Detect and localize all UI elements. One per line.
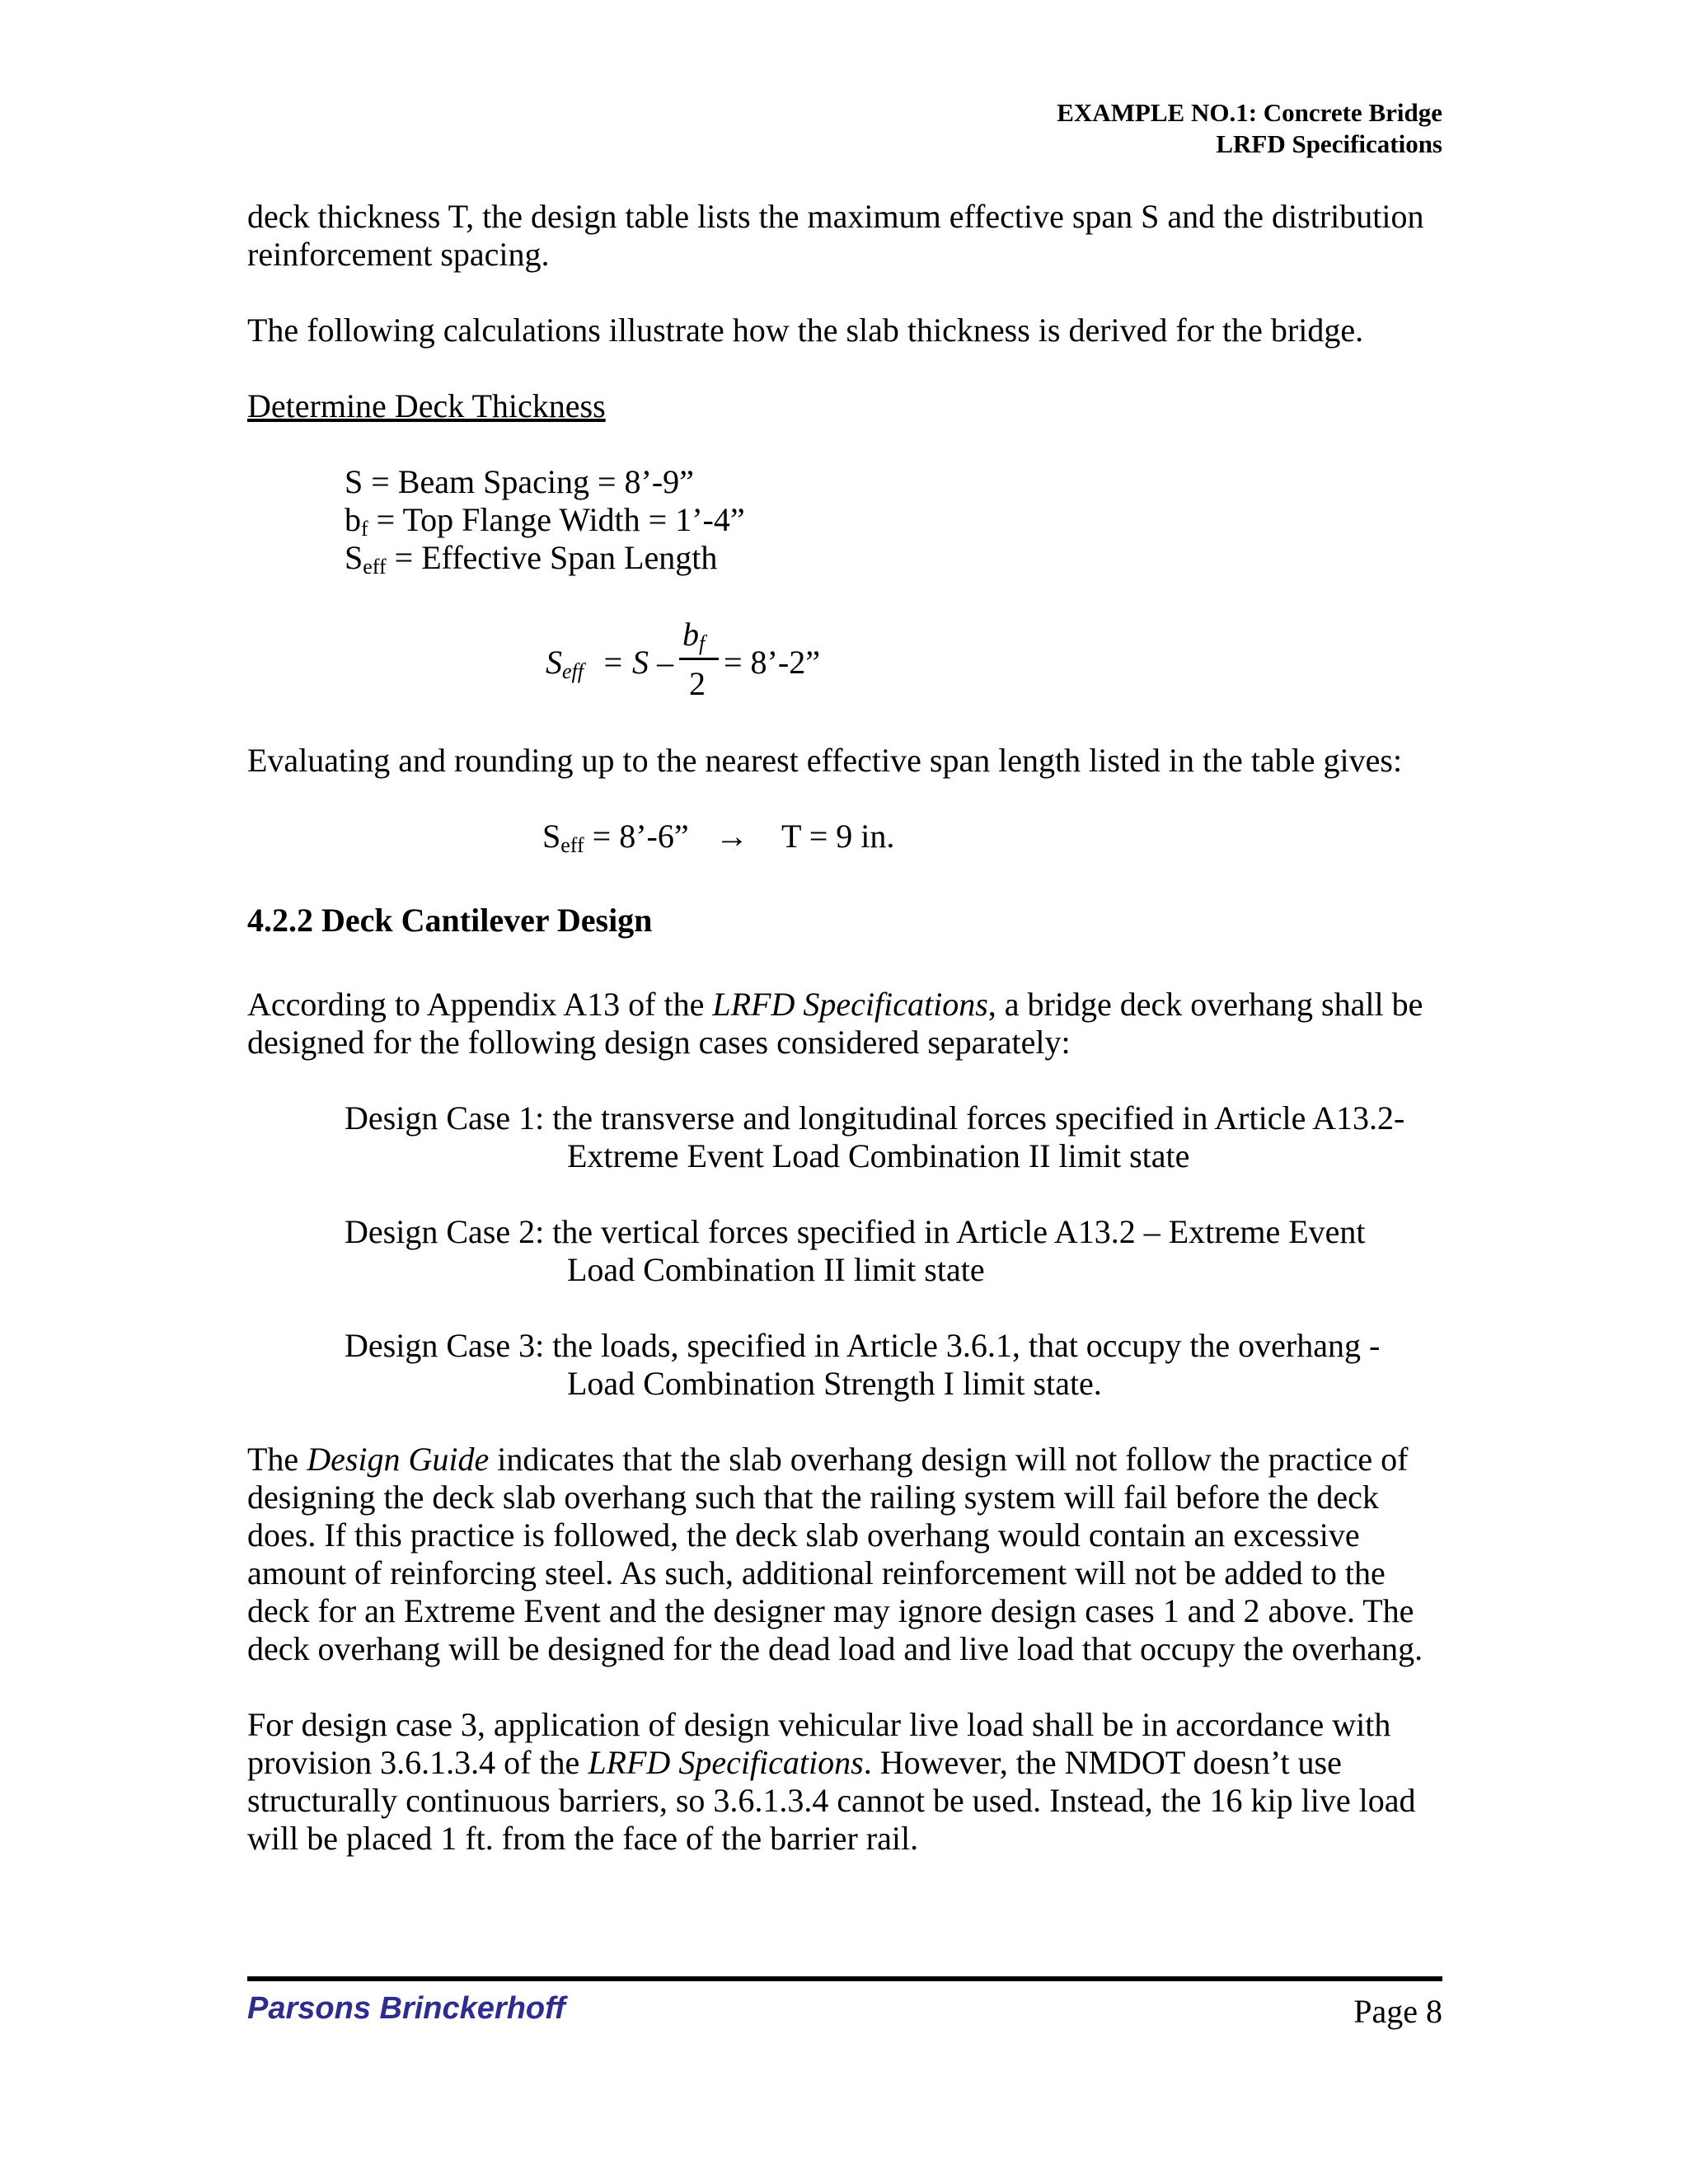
intro-line: deck thickness T, the design table lists the maximum effective span S and the distribution xyxy=(247,198,1424,235)
guide-line: designing the deck slab overhang such that the railing system will fail before the deck xyxy=(247,1479,1379,1516)
design-case-3: Design Case 3: the loads, specified in Article 3.6.1, that occupy the overhang - xyxy=(345,1327,1381,1364)
header-title: EXAMPLE NO.1: Concrete Bridge xyxy=(1057,98,1442,127)
design-case-2-cont: Load Combination II limit state xyxy=(567,1251,985,1288)
arrow-icon: → xyxy=(715,818,748,855)
section-title: Determine Deck Thickness xyxy=(247,387,606,424)
fraction-bar xyxy=(679,658,719,660)
equation-lhs: $S_{eff}$ xyxy=(546,644,584,683)
intro-line: The following calculations illustrate how the slab thickness is derived for the bridge. xyxy=(247,312,1364,349)
guide-line: does. If this practice is followed, the deck slab overhang would contain an excessive xyxy=(247,1516,1360,1554)
guide-line: The Design Guide indicates that the slab overhang design will not follow the practice of xyxy=(247,1441,1409,1478)
equation-mid: = S – xyxy=(602,644,673,681)
footer-rule xyxy=(247,1976,1442,1981)
appendix-line: designed for the following design cases considered separately: xyxy=(247,1024,1071,1061)
def-beam-spacing: S = Beam Spacing = 8’-9” xyxy=(345,463,694,500)
guide-line: amount of reinforcing steel. As such, additional reinforcement will not be added to the xyxy=(247,1554,1386,1591)
def-effective-span: $S_{eff}$ = Effective Span Length xyxy=(345,539,718,579)
case3-line: will be placed 1 ft. from the face of the barrier rail. xyxy=(247,1820,919,1857)
guide-line: deck for an Extreme Event and the designer may ignore design cases 1 and 2 above. The xyxy=(247,1592,1414,1629)
equation-numerator: $b_f$ xyxy=(682,616,706,655)
evaluating-text: Evaluating and rounding up to the nearest effective span length listed in the table gives: xyxy=(247,742,1403,779)
def-flange-width: $b_f$ = Top Flange Width = 1’-4” xyxy=(345,501,745,541)
case3-line: provision 3.6.1.3.4 of the LRFD Specifications. However, the NMDOT doesn’t use xyxy=(247,1744,1342,1781)
design-case-3-cont: Load Combination Strength I limit state. xyxy=(567,1365,1102,1402)
design-case-2: Design Case 2: the vertical forces specified in Article A13.2 – Extreme Event xyxy=(345,1213,1366,1250)
design-case-1-cont: Extreme Event Load Combination II limit state xyxy=(567,1137,1190,1174)
appendix-line: According to Appendix A13 of the LRFD Specifications, a bridge deck overhang shall be xyxy=(247,986,1423,1023)
intro-line: reinforcement spacing. xyxy=(247,236,550,273)
equation-rhs: = 8’-2” xyxy=(724,644,820,681)
result-thickness: T = 9 in. xyxy=(781,818,895,855)
section-heading: 4.2.2 Deck Cantilever Design xyxy=(247,902,653,939)
header-subtitle: LRFD Specifications xyxy=(1216,129,1442,158)
design-case-1: Design Case 1: the transverse and longitudinal forces specified in Article A13.2- xyxy=(345,1099,1405,1137)
page-number: Page 8 xyxy=(1353,1993,1442,2030)
equation-denominator: 2 xyxy=(689,665,706,702)
company-name: Parsons Brinckerhoff xyxy=(247,1991,565,2026)
guide-line: deck overhang will be designed for the dead load and live load that occupy the overhang. xyxy=(247,1630,1423,1667)
result-seff: $S_{eff}$ = 8’-6” xyxy=(542,818,689,857)
case3-line: structurally continuous barriers, so 3.6.1.3.4 cannot be used. Instead, the 16 kip live load xyxy=(247,1782,1416,1819)
case3-line: For design case 3, application of design vehicular live load shall be in accordance with xyxy=(247,1706,1391,1743)
